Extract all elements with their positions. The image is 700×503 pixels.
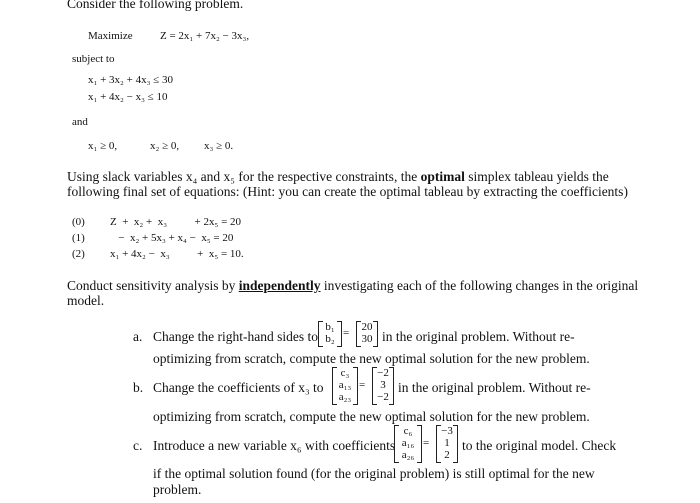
item-c-lhs-0: c₆: [403, 425, 413, 437]
item-c-text-line2: if the optimal solution found (for the original problem) is still optimal for the new: [153, 466, 595, 481]
item-b-rhs-0: −2: [377, 367, 389, 379]
constraint-2: x₁ + 4x₂ − x₃ ≤ 10: [88, 91, 168, 103]
item-c-text: Introduce a new variable x₆ with coefficients: [153, 438, 396, 453]
item-b-equals: =: [359, 379, 366, 391]
maximize-label: Maximize: [88, 30, 133, 42]
paragraph-slack-line2: following final set of equations: (Hint: you can create the optimal tableau by extracting the coefficients): [67, 184, 628, 199]
item-b-lhs-2: a₂₃: [338, 391, 352, 403]
item-b-rhs-vector: [372, 367, 394, 405]
para1-part-b: simplex tableau yields the: [464, 169, 609, 184]
equation-label-2: (2): [72, 248, 85, 260]
subject-to-label: subject to: [72, 53, 115, 65]
item-b-lhs-vector: [332, 367, 358, 405]
item-a-rhs-1: 30: [361, 333, 373, 345]
para2-part-b: investigating each of the following changes in the original: [320, 278, 639, 293]
item-c-marker: c.: [133, 438, 143, 453]
item-b-text-line2: optimizing from scratch, compute the new optimal solution for the new problem.: [153, 409, 590, 424]
nonneg-x1: x₁ ≥ 0,: [88, 140, 118, 152]
equation-1: − x₂ + 5x₃ + x₄ − x₅ = 20: [110, 232, 234, 244]
item-c-text-line3: problem.: [153, 482, 202, 497]
item-c-lhs-vector: [394, 425, 422, 463]
item-a-rhs-0: 20: [361, 321, 373, 333]
item-b-rhs-2: −2: [377, 391, 389, 403]
item-b-text: Change the coefficients of x₃ to: [153, 380, 324, 395]
item-a-rhs-vector: [356, 321, 378, 347]
paragraph-sensitivity-line1: [67, 278, 638, 294]
item-c-equals: =: [423, 437, 430, 449]
para2-bold-underlined: independently: [238, 278, 321, 293]
equation-label-1: (1): [72, 232, 85, 244]
item-a-equals: =: [343, 327, 350, 339]
item-a-lhs-0: b₁: [325, 321, 335, 333]
item-a-marker: a.: [133, 329, 143, 344]
item-c-rhs-1: 1: [444, 437, 450, 449]
para1-part-a: Using slack variables x₄ and x₅ for the respective constraints, the: [67, 169, 421, 184]
item-c-rhs-vector: [436, 425, 458, 463]
para2-part-a: Conduct sensitivity analysis by: [67, 278, 239, 293]
item-c-lhs-2: a₂₆: [401, 449, 415, 461]
item-c-rhs-2: 2: [444, 449, 450, 461]
item-b-marker: b.: [133, 380, 144, 395]
objective-function: Z = 2x₁ + 7x₂ − 3x₃,: [160, 30, 250, 42]
item-a-text: Change the right-hand sides to: [153, 329, 318, 344]
and-label: and: [72, 116, 88, 128]
equation-2: x₁ + 4x₂ − x₃ + x₅ = 10.: [110, 248, 244, 260]
paragraph-sensitivity-line2: model.: [67, 293, 105, 308]
paragraph-slack-line1: [67, 169, 609, 185]
intro-text: Consider the following problem.: [67, 0, 244, 11]
item-c-rhs-0: −3: [441, 425, 453, 437]
item-a-lhs-1: b₂: [325, 333, 335, 345]
item-b-lhs-1: a₁₃: [338, 379, 352, 391]
item-b-lhs-0: c₃: [340, 367, 350, 379]
nonneg-x2: x₂ ≥ 0,: [150, 140, 180, 152]
item-b-text-post: in the original problem. Without re-: [398, 380, 591, 395]
item-a-text-line2: optimizing from scratch, compute the new optimal solution for the new problem.: [153, 351, 590, 366]
nonneg-x3: x₃ ≥ 0.: [204, 140, 234, 152]
item-c-lhs-1: a₁₆: [401, 437, 415, 449]
item-c-text-post: to the original model. Check: [462, 438, 617, 453]
item-a-text-post: in the original problem. Without re-: [382, 329, 575, 344]
item-a-lhs-vector: [318, 321, 342, 347]
item-b-rhs-1: 3: [380, 379, 386, 391]
equation-0: Z + x₂ + x₃ + 2x₅ = 20: [110, 216, 242, 228]
equation-label-0: (0): [72, 216, 85, 228]
para1-bold: optimal: [420, 169, 465, 184]
constraint-1: x₁ + 3x₂ + 4x₃ ≤ 30: [88, 74, 173, 86]
